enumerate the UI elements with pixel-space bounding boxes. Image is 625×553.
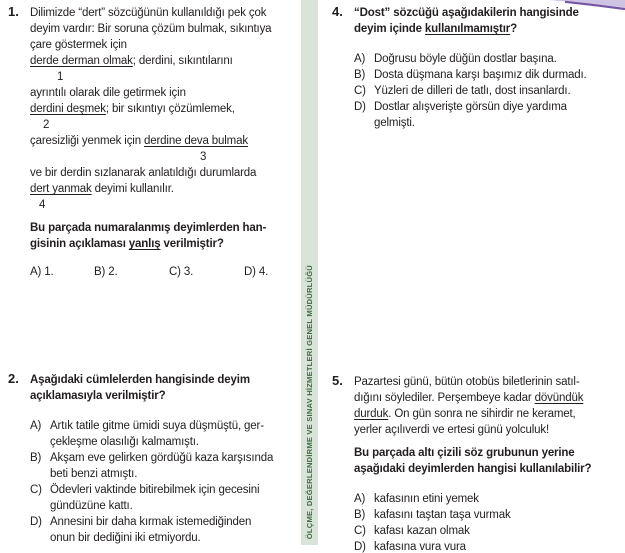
option-label: C) xyxy=(30,484,42,496)
option-label: B) xyxy=(354,69,366,81)
text-segment: derdini deşmek xyxy=(30,103,106,115)
question-stem xyxy=(354,445,622,477)
divider-label: ÖLÇME, DEĞERLENDİRME VE SINAV HİZMETLERİ GENEL MÜDÜRLÜĞÜ xyxy=(305,264,314,539)
text-line xyxy=(30,149,294,165)
question-2 xyxy=(8,372,294,546)
option-d xyxy=(354,99,622,131)
text-segment: . On gün sonra ne sihirdir ne keramet, xyxy=(388,408,576,420)
text-line xyxy=(30,117,294,133)
option-label: B) xyxy=(354,509,366,521)
text-line xyxy=(30,5,294,21)
text-segment: derdine deva bulmak xyxy=(144,135,248,147)
text-segment: ? xyxy=(510,23,517,35)
options-list xyxy=(354,51,622,131)
options-list xyxy=(30,418,294,546)
option-c xyxy=(354,523,622,539)
text-segment: gisinin açıklaması xyxy=(30,238,129,250)
question-1 xyxy=(8,5,294,278)
text-segment: ; bir sıkıntıyı çözümlemek, xyxy=(105,103,235,115)
text-line xyxy=(354,461,622,477)
text-line: Doğrusu böyle düğün dostlar başına. xyxy=(374,53,557,65)
option-a xyxy=(30,418,294,450)
question-body xyxy=(354,374,622,553)
text-line: Artık tatile gitme ümidi suya düşmüştü, ger- xyxy=(50,420,264,432)
text-segment: durduk xyxy=(354,408,389,420)
option-d xyxy=(30,514,294,546)
text-segment: kullanılmamıştır xyxy=(424,23,511,35)
option-b xyxy=(30,450,294,482)
option-label: A) xyxy=(30,420,42,432)
text-segment: deyim içinde xyxy=(354,23,425,35)
option-b xyxy=(354,67,622,83)
text-segment: deyim vardır: Bir soruna çözüm bulmak, sıkıntıya xyxy=(30,23,272,35)
option-a: A) 1. xyxy=(30,266,54,278)
text-line xyxy=(30,21,294,37)
text-segment: deyimi kullanılır. xyxy=(91,183,174,195)
text-segment: Aşağıdaki cümlelerden hangisinde deyim xyxy=(30,374,250,386)
text-line xyxy=(354,445,622,461)
text-segment: ; derdini, sıkıntılarını xyxy=(132,55,233,67)
text-segment: çaresizliği yenmek için xyxy=(30,135,144,147)
text-segment: 3 xyxy=(200,151,207,163)
text-segment: dert yanmak xyxy=(30,183,92,195)
question-stem xyxy=(30,220,294,252)
text-segment: sözcüğü aşağıdakilerin hangisinde xyxy=(393,7,579,19)
question-paragraph xyxy=(30,5,294,213)
text-line xyxy=(354,390,622,406)
text-segment: derde derman olmak xyxy=(30,55,133,67)
text-segment: ve bir derdin sızlanarak anlatıldığı durumlarda xyxy=(30,167,257,179)
text-line xyxy=(30,85,294,101)
text-line xyxy=(30,236,294,252)
option-label: A) xyxy=(354,53,366,65)
question-number: 5. xyxy=(332,373,343,388)
question-body xyxy=(354,5,622,131)
text-line: Dostlar alışverişte görsün diye yardıma xyxy=(374,101,567,113)
text-segment: Pazartesi günü, bütün otobüs biletlerinin satıl- xyxy=(354,376,580,388)
text-segment: açıklamasıyla verilmiştir? xyxy=(30,390,166,402)
text-segment: çare göstermek için xyxy=(30,39,127,51)
text-line: gündüzüne kattı. xyxy=(50,500,133,512)
text-line xyxy=(30,388,294,404)
corner-swoosh-decoration xyxy=(545,0,625,14)
option-c: C) 3. xyxy=(169,266,194,278)
text-line xyxy=(30,372,294,388)
question-paragraph xyxy=(354,374,622,438)
option-c xyxy=(30,482,294,514)
text-line: Annesini bir daha kırmak istemediğinden xyxy=(50,516,252,528)
option-label: D) xyxy=(354,541,366,553)
text-segment: yerler açılıverdi ve ertesi günü yolculuk! xyxy=(354,424,550,436)
option-label: C) xyxy=(354,85,366,97)
option-label: B) xyxy=(30,452,42,464)
text-segment: “Dost” xyxy=(354,7,394,19)
question-4 xyxy=(332,5,622,131)
option-a xyxy=(354,491,622,507)
option-label: D) xyxy=(30,516,42,528)
text-segment: aşağıdaki deyimlerden hangisi kullanılabilir? xyxy=(354,463,592,475)
option-b xyxy=(354,507,622,523)
text-line: onun bir dediğini iki etmiyordu. xyxy=(50,532,201,544)
text-line xyxy=(354,374,622,390)
text-line: kafası kazan olmak xyxy=(374,525,470,537)
text-segment: 2 xyxy=(43,119,50,131)
question-5 xyxy=(332,374,622,553)
text-segment: 1 xyxy=(57,71,64,83)
text-line: kafasını taştan taşa vurmak xyxy=(374,509,511,521)
text-line xyxy=(30,181,294,197)
text-segment: Dilimizde “dert” sözcüğünün kullanıldığı pek çok xyxy=(30,7,267,19)
text-line xyxy=(30,165,294,181)
option-a xyxy=(354,51,622,67)
divider-strip xyxy=(301,0,318,545)
options-list xyxy=(354,491,622,553)
option-label: D) xyxy=(354,101,366,113)
options-row xyxy=(30,266,294,278)
text-segment: 4 xyxy=(39,199,46,211)
text-line: Yüzleri de dilleri de tatlı, dost insanlardı. xyxy=(374,85,571,97)
text-line: kafasının etini yemek xyxy=(374,493,479,505)
text-segment: Bu parçada altı çizili söz grubunun yerine xyxy=(354,447,575,459)
text-line: beti benzi atmıştı. xyxy=(50,468,138,480)
text-line xyxy=(30,37,294,53)
option-d: D) 4. xyxy=(244,266,269,278)
text-line: Akşam eve gelirken gördüğü kaza karşısında xyxy=(50,452,274,464)
option-c xyxy=(354,83,622,99)
question-stem xyxy=(30,372,294,404)
question-body xyxy=(30,5,294,278)
text-segment: Bu parçada numaralanmış deyimlerden han- xyxy=(30,222,267,234)
text-line xyxy=(30,101,294,117)
option-b: B) 2. xyxy=(94,266,118,278)
text-line xyxy=(30,53,294,69)
option-label: A) xyxy=(354,493,366,505)
question-number: 4. xyxy=(332,4,343,19)
question-number: 1. xyxy=(8,4,19,19)
text-line xyxy=(30,133,294,149)
text-line: kafasına vura vura xyxy=(374,541,466,553)
text-line xyxy=(354,422,622,438)
text-line: gelmişti. xyxy=(374,117,415,129)
text-line xyxy=(354,406,622,422)
option-label: C) xyxy=(354,525,366,537)
text-line: çekleşme olasılığı kalmamıştı. xyxy=(50,436,199,448)
text-segment: dığını söylediler. Perşembeye kadar xyxy=(354,392,535,404)
text-line xyxy=(30,69,294,85)
text-segment: yanlış xyxy=(128,238,161,250)
text-line xyxy=(354,21,622,37)
text-line: Dosta düşmana karşı başımız dik durmadı. xyxy=(374,69,587,81)
question-number: 2. xyxy=(8,371,19,386)
option-d xyxy=(354,539,622,553)
text-line: Ödevleri vaktinde bitirebilmek için gecesini xyxy=(50,484,260,496)
question-body xyxy=(30,372,294,546)
text-line xyxy=(30,197,294,213)
text-line xyxy=(30,220,294,236)
text-segment: dövündük xyxy=(534,392,584,404)
text-segment: ayrıntılı olarak dile getirmek için xyxy=(30,87,186,99)
text-segment: verilmiştir? xyxy=(160,238,224,250)
